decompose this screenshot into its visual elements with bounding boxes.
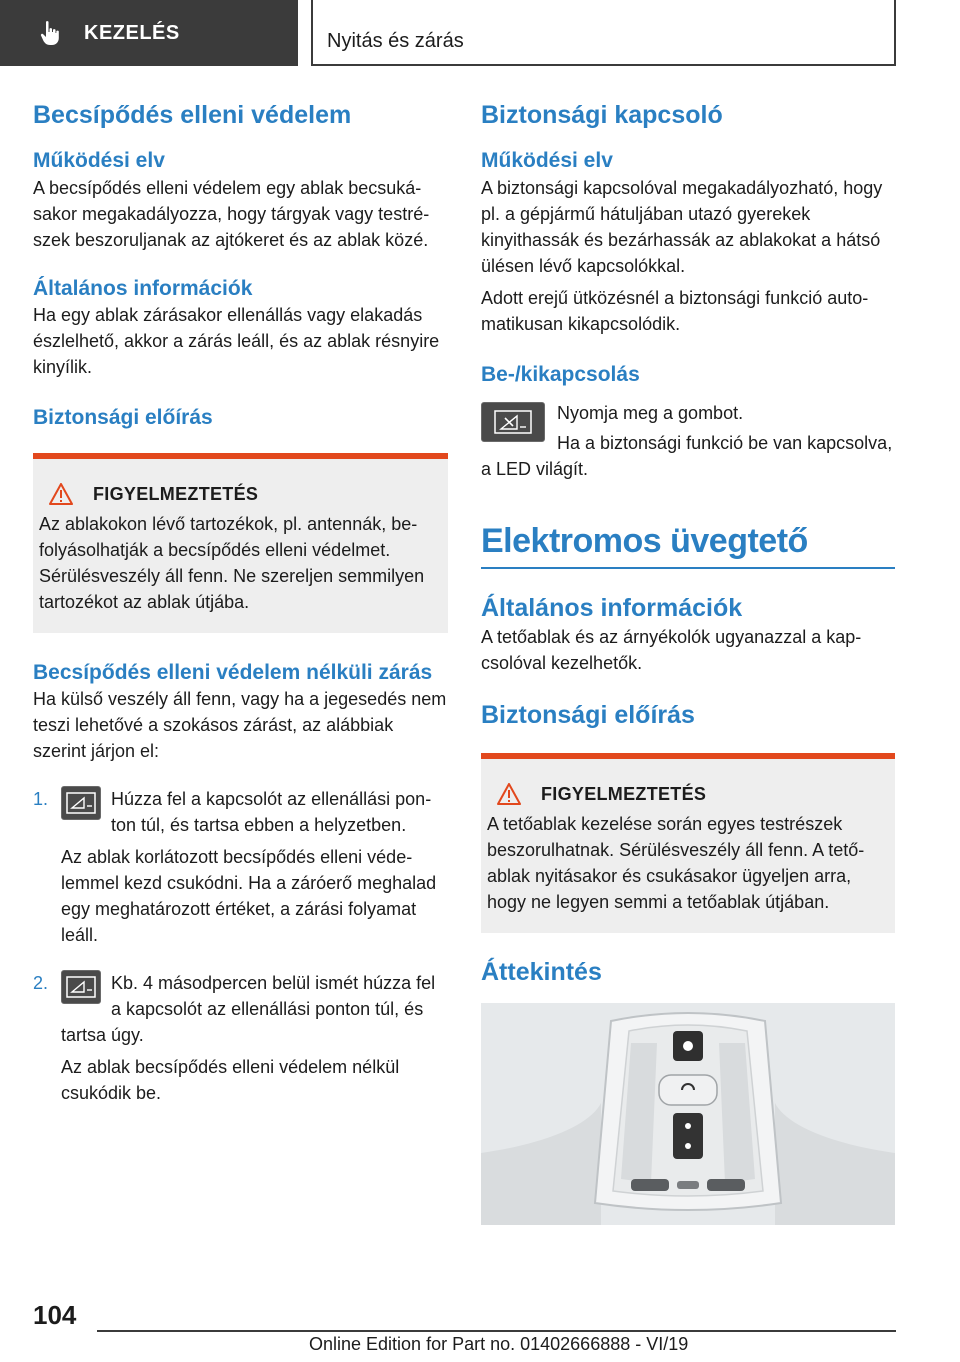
right-column — [481, 100, 895, 1225]
page-number: 104 — [33, 1300, 77, 1330]
step-item — [33, 786, 448, 948]
paragraph-led: Ha a biztonsági funkció be van kapcsolva, a LED világít. — [481, 432, 893, 479]
paragraph-general-info: Ha egy ablak zárásakor ellenállás vagy elakadás észlelhető, akkor a zárás leáll, és az ablak résnyire kinyílik. — [33, 304, 440, 377]
warning-label: FIGYELMEZTETÉS — [93, 483, 259, 504]
paragraph-principle: A becsípődés elleni védelem egy ablak becsukásakor megakadályozza, hogy tárgyak vagy testrészek beszoruljanak az ajtókeret és az ablak közé. — [33, 177, 430, 250]
paragraph-auto-off: Adott erejű ütközésnél a biztonsági funkció automatikusan kikapcsolódik. — [481, 287, 869, 334]
warning-header — [487, 783, 885, 805]
warning-box — [33, 453, 448, 633]
warning-label: FIGYELMEZTETÉS — [541, 783, 707, 804]
window-switch-icon — [61, 786, 101, 820]
warning-text: Az ablakokon lévő tartozékok, pl. antennák, befolyásolhatják a becsípődés elleni védelmet. Sérülésveszély áll fenn. Ne szereljen semmilyen tartozékot az ablak útjába. — [39, 514, 425, 613]
step-number: 1. — [33, 789, 49, 810]
page-header — [0, 0, 960, 66]
section-tab[interactable] — [0, 0, 298, 66]
heading-safety-note: Biztonsági előírás — [481, 701, 695, 730]
paragraph-general-info: A tetőablak és az árnyékolók ugyanazzal a kapcsolóval kezelhetők. — [481, 627, 862, 674]
heading-general-info: Általános információk — [33, 276, 253, 300]
step-text: Húzza fel a kapcsolót az ellenállási ponton túl, és tartsa ebben a helyzetben. — [111, 789, 432, 836]
heading-principle: Működési elv — [33, 149, 165, 173]
on-off-block — [481, 400, 895, 482]
overview-image — [481, 1003, 895, 1225]
step-number: 2. — [33, 973, 49, 994]
step-item — [33, 970, 448, 1106]
warning-text: A tetőablak kezelése során egyes testrészek beszorulhatnak. Sérülésveszély áll fenn. A tetőablak nyitásakor és csukásakor ügyeljen arra, hogy ne legyen semmi a tetőablak útjában. — [487, 814, 865, 913]
footer-edition: Online Edition for Part no. 01402666888 - VI/19 — [309, 1334, 689, 1354]
window-switch-icon — [61, 970, 101, 1004]
step-note: Az ablak becsípődés elleni védelem nélkül csukódik be. — [61, 1057, 400, 1104]
step-note: Az ablak korlátozott becsípődés elleni védelemmel kezd csukódni. Ha a záróerő meghalad egy meghatározott értéket, a zárási folyamat leáll. — [61, 847, 437, 946]
footer-rule — [97, 1330, 896, 1332]
heading-close-without-protection: Becsípődés elleni védelem nélküli zárás — [33, 661, 433, 685]
chapter-title-box — [311, 0, 896, 66]
chapter-title: Nyitás és zárás — [327, 30, 464, 52]
paragraph-close-without-protection: Ha külső veszély áll fenn, vagy ha a jegesedés nem teszi lehetővé a szokásos zárást, az alábbiak szerint járjon el: — [33, 689, 447, 762]
warning-box — [481, 753, 895, 933]
paragraph-press-button: Nyomja meg a gombot. — [557, 402, 744, 423]
step-text: Kb. 4 másodpercen belül ismét húzza fel a kapcsolót az ellenállási ponton túl, és tartsa úgy. — [61, 973, 436, 1046]
heading-rule — [481, 567, 895, 569]
safety-switch-button-icon — [481, 402, 545, 442]
heading-pinch-protection: Becsípődés elleni védelem — [33, 101, 352, 129]
heading-on-off: Be-/kikapcsolás — [481, 362, 640, 386]
paragraph-principle: A biztonsági kapcsolóval megakadályozható, hogy pl. a gépjármű hátuljában utazó gyerekek kinyithassák és bezárhassák az ablakokat a hátsó ülésen lévő kapcsolókkal. — [481, 177, 883, 276]
hand-pointer-icon — [40, 20, 66, 46]
heading-overview: Áttekintés — [481, 958, 602, 987]
section-label: KEZELÉS — [84, 21, 180, 44]
heading-electric-sunroof: Elektromos üvegtető — [481, 521, 808, 560]
warning-triangle-icon — [49, 483, 73, 505]
heading-general-info: Általános információk — [481, 593, 743, 622]
heading-safety-note: Biztonsági előírás — [33, 405, 213, 429]
warning-header — [39, 483, 438, 505]
warning-triangle-icon — [497, 783, 521, 805]
heading-principle: Működési elv — [481, 149, 613, 173]
left-column — [33, 100, 448, 1106]
heading-safety-switch: Biztonsági kapcsoló — [481, 101, 723, 129]
